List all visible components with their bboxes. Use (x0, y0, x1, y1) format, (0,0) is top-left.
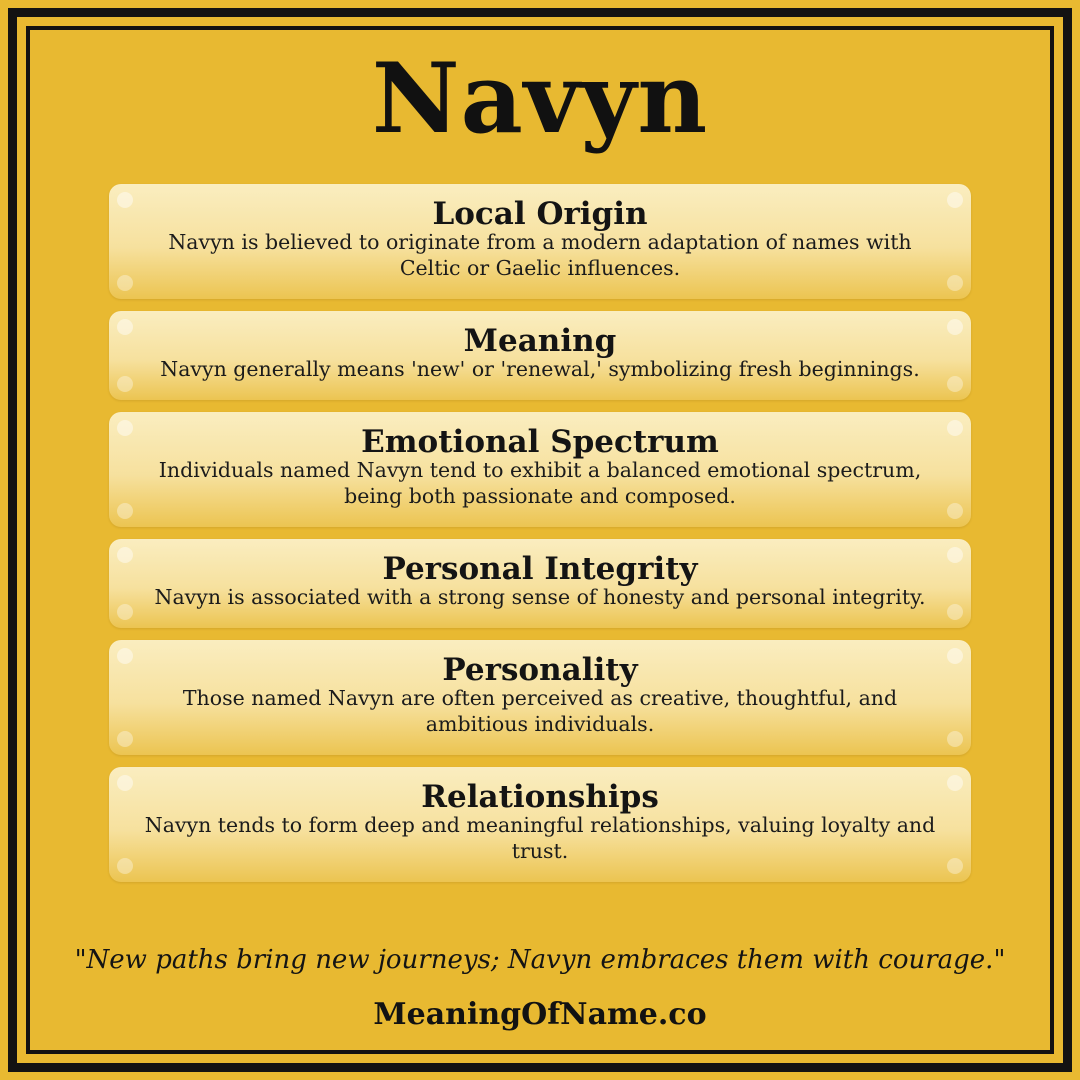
section-heading: Personal Integrity (382, 551, 698, 588)
card-dot-bottom-right-icon (947, 604, 963, 620)
section-card-personality (109, 640, 971, 755)
section-text: Navyn tends to form deep and meaningful relationships, valuing loyalty and trust. (144, 812, 936, 863)
card-dot-bottom-left-icon (117, 503, 133, 519)
sections-list (109, 184, 971, 882)
section-heading: Local Origin (432, 196, 648, 233)
card-dot-bottom-right-icon (947, 858, 963, 874)
card-dot-bottom-left-icon (117, 731, 133, 747)
section-card-relationships (109, 767, 971, 882)
section-card-emotional-spectrum (109, 412, 971, 527)
quote-close-mark: " (993, 945, 1006, 975)
section-heading: Emotional Spectrum (361, 424, 719, 461)
section-heading: Relationships (421, 779, 659, 815)
card-dot-bottom-left-icon (117, 275, 133, 291)
page-title: Navyn (371, 42, 709, 155)
section-text: Navyn generally means 'new' or 'renewal,' symbolizing fresh beginnings. (160, 356, 920, 381)
card-dot-bottom-right-icon (947, 503, 963, 519)
section-card-meaning (109, 311, 971, 400)
card-dot-bottom-left-icon (117, 376, 133, 392)
poster-content (34, 34, 1046, 1046)
tagline-quote (34, 945, 1046, 975)
section-text: Navyn is believed to originate from a modern adaptation of names with Celtic or Gaelic influences. (168, 229, 912, 281)
card-dot-bottom-left-icon (117, 858, 133, 874)
card-dot-bottom-right-icon (947, 731, 963, 747)
section-text: Those named Navyn are often perceived as creative, thoughtful, and ambitious individuals. (182, 685, 898, 736)
card-dot-bottom-left-icon (117, 604, 133, 620)
quote-text: New paths bring new journeys; Navyn embraces them with courage. (86, 945, 994, 975)
section-card-personal-integrity (109, 539, 971, 628)
section-text: Navyn is associated with a strong sense of honesty and personal integrity. (154, 584, 926, 609)
section-heading: Personality (442, 651, 638, 688)
section-text: Individuals named Navyn tend to exhibit a balanced emotional spectrum, being both passionate and composed. (158, 457, 922, 508)
footer (34, 945, 1046, 1046)
quote-open-mark: " (74, 945, 87, 975)
section-card-local-origin (109, 184, 971, 299)
card-dot-bottom-right-icon (947, 275, 963, 291)
brand-name: MeaningOfName.co (373, 997, 707, 1032)
card-dot-bottom-right-icon (947, 376, 963, 392)
section-heading: Meaning (463, 323, 617, 360)
